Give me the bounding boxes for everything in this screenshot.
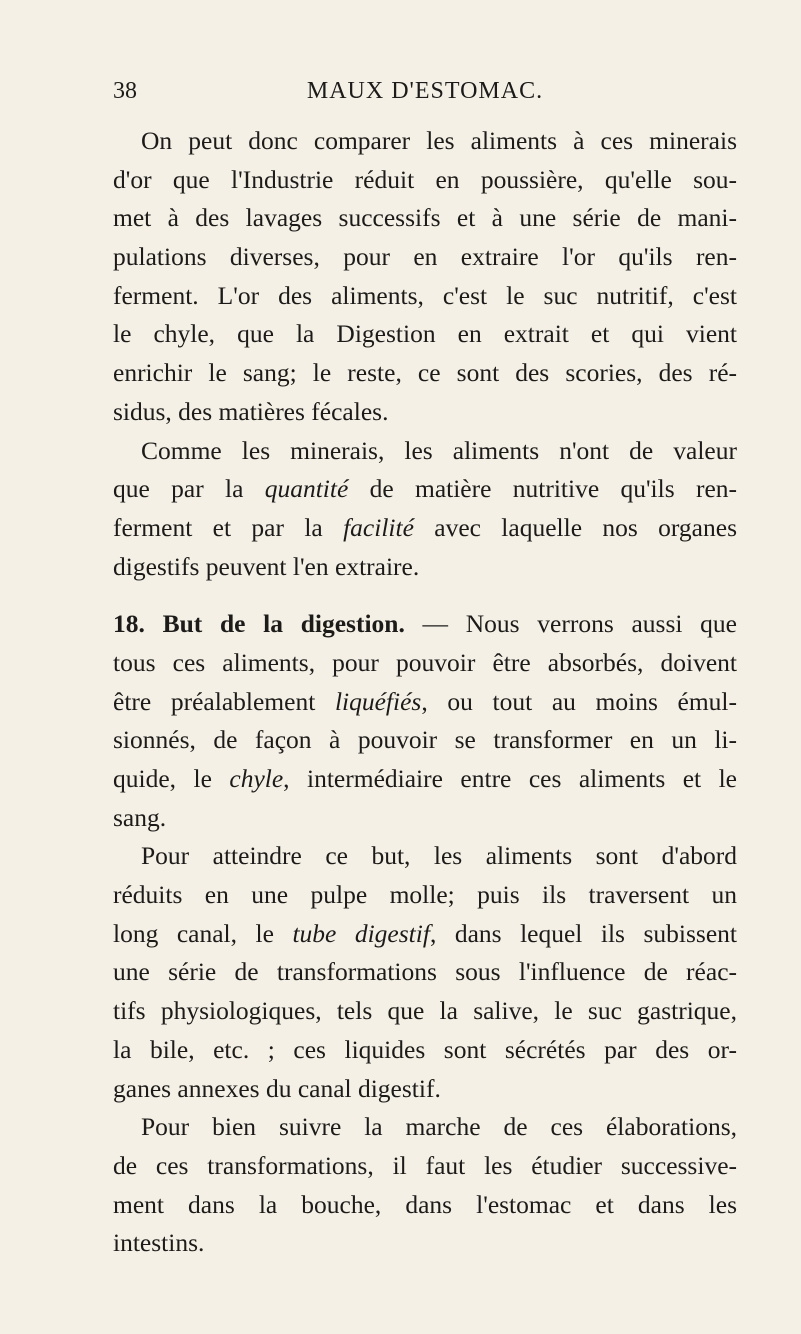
- text-run: , intermédiaire entre ces aliments et le: [283, 764, 738, 793]
- paragraph-2: [113, 432, 737, 587]
- text-line: ferment. L'or des aliments, c'est le suc nutritif, c'est: [113, 280, 737, 310]
- emphasis-quantite: quantité: [264, 474, 349, 504]
- body-text: [113, 122, 737, 1263]
- text-line: la bile, etc. ; ces liquides sont sécrétés par des or-: [113, 1034, 737, 1064]
- text-line: [113, 915, 737, 954]
- paragraph-4: [113, 837, 737, 1108]
- text-run: , ou tout au moins émul-: [421, 686, 738, 716]
- text-line: une série de transformations sous l'influence de réac-: [113, 957, 737, 987]
- section-gap: [113, 586, 737, 605]
- running-title: MAUX D'ESTOMAC.: [306, 78, 544, 104]
- text-line: On peut donc comparer les aliments à ces minerais: [141, 126, 737, 155]
- emphasis-liquefies: liquéfiés: [334, 686, 422, 716]
- text-line: enrichir le sang; le reste, ce sont des scories, des ré-: [113, 358, 737, 388]
- text-line: digestifs peuvent l'en extraire.: [113, 551, 420, 581]
- text-line: tous ces aliments, pour pouvoir être absorbés, doivent: [113, 647, 737, 677]
- text-line: [113, 683, 737, 722]
- text-line: met à des lavages successifs et à une série de mani-: [113, 203, 737, 233]
- text-run: ferment et par la: [113, 512, 344, 542]
- text-line: sang.: [113, 802, 167, 832]
- text-run: être préalablement: [113, 686, 335, 716]
- emphasis-tube-digestif: tube digestif: [292, 918, 430, 948]
- text-run: , dans lequel ils subissent: [429, 918, 738, 948]
- text-line: tifs physiologiques, tels que la salive, le suc gastrique,: [113, 996, 737, 1026]
- text-run: de matière nutritive qu'ils ren-: [348, 474, 738, 504]
- text-line: d'or que l'Industrie réduit en poussière, qu'elle sou-: [113, 164, 737, 194]
- text-line: [113, 605, 737, 644]
- text-line: ganes annexes du canal digestif.: [113, 1073, 441, 1103]
- text-line: Pour bien suivre la marche de ces élaborations,: [141, 1112, 737, 1142]
- text-line: Pour atteindre ce but, les aliments sont d'abord: [141, 841, 737, 871]
- page-header: [113, 76, 737, 106]
- paragraph-5: [113, 1108, 737, 1263]
- paragraph-1: [113, 122, 737, 432]
- text-line: de ces transformations, il faut les étudier successive-: [113, 1150, 737, 1180]
- text-run: quide, le: [113, 764, 230, 793]
- text-line: sionnés, de façon à pouvoir se transformer en un li-: [113, 725, 737, 755]
- emphasis-chyle: chyle: [229, 764, 284, 793]
- text-line: [113, 470, 737, 509]
- text-run: avec laquelle nos organes: [413, 512, 737, 542]
- text-line: [113, 760, 737, 799]
- text-line: Comme les minerais, les aliments n'ont de valeur: [141, 435, 737, 465]
- text-run: long canal, le: [113, 918, 293, 948]
- text-line: pulations diverses, pour en extraire l'or qu'ils ren-: [113, 242, 737, 272]
- page-number: 38: [113, 78, 137, 104]
- text-line: [113, 509, 737, 548]
- text-line: réduits en une pulpe molle; puis ils traversent un: [113, 880, 737, 910]
- text-run: que par la: [113, 474, 265, 504]
- text-line: intestins.: [113, 1228, 205, 1258]
- text-line: le chyle, que la Digestion en extrait et qui vient: [113, 319, 737, 349]
- emphasis-facilite: facilité: [343, 512, 414, 542]
- paragraph-3: [113, 605, 737, 837]
- text-line: sidus, des matières fécales.: [113, 396, 389, 426]
- text-run: — Nous verrons aussi que: [404, 609, 737, 639]
- section-heading: 18. But de la digestion.: [113, 609, 405, 639]
- text-line: ment dans la bouche, dans l'estomac et dans les: [113, 1189, 737, 1219]
